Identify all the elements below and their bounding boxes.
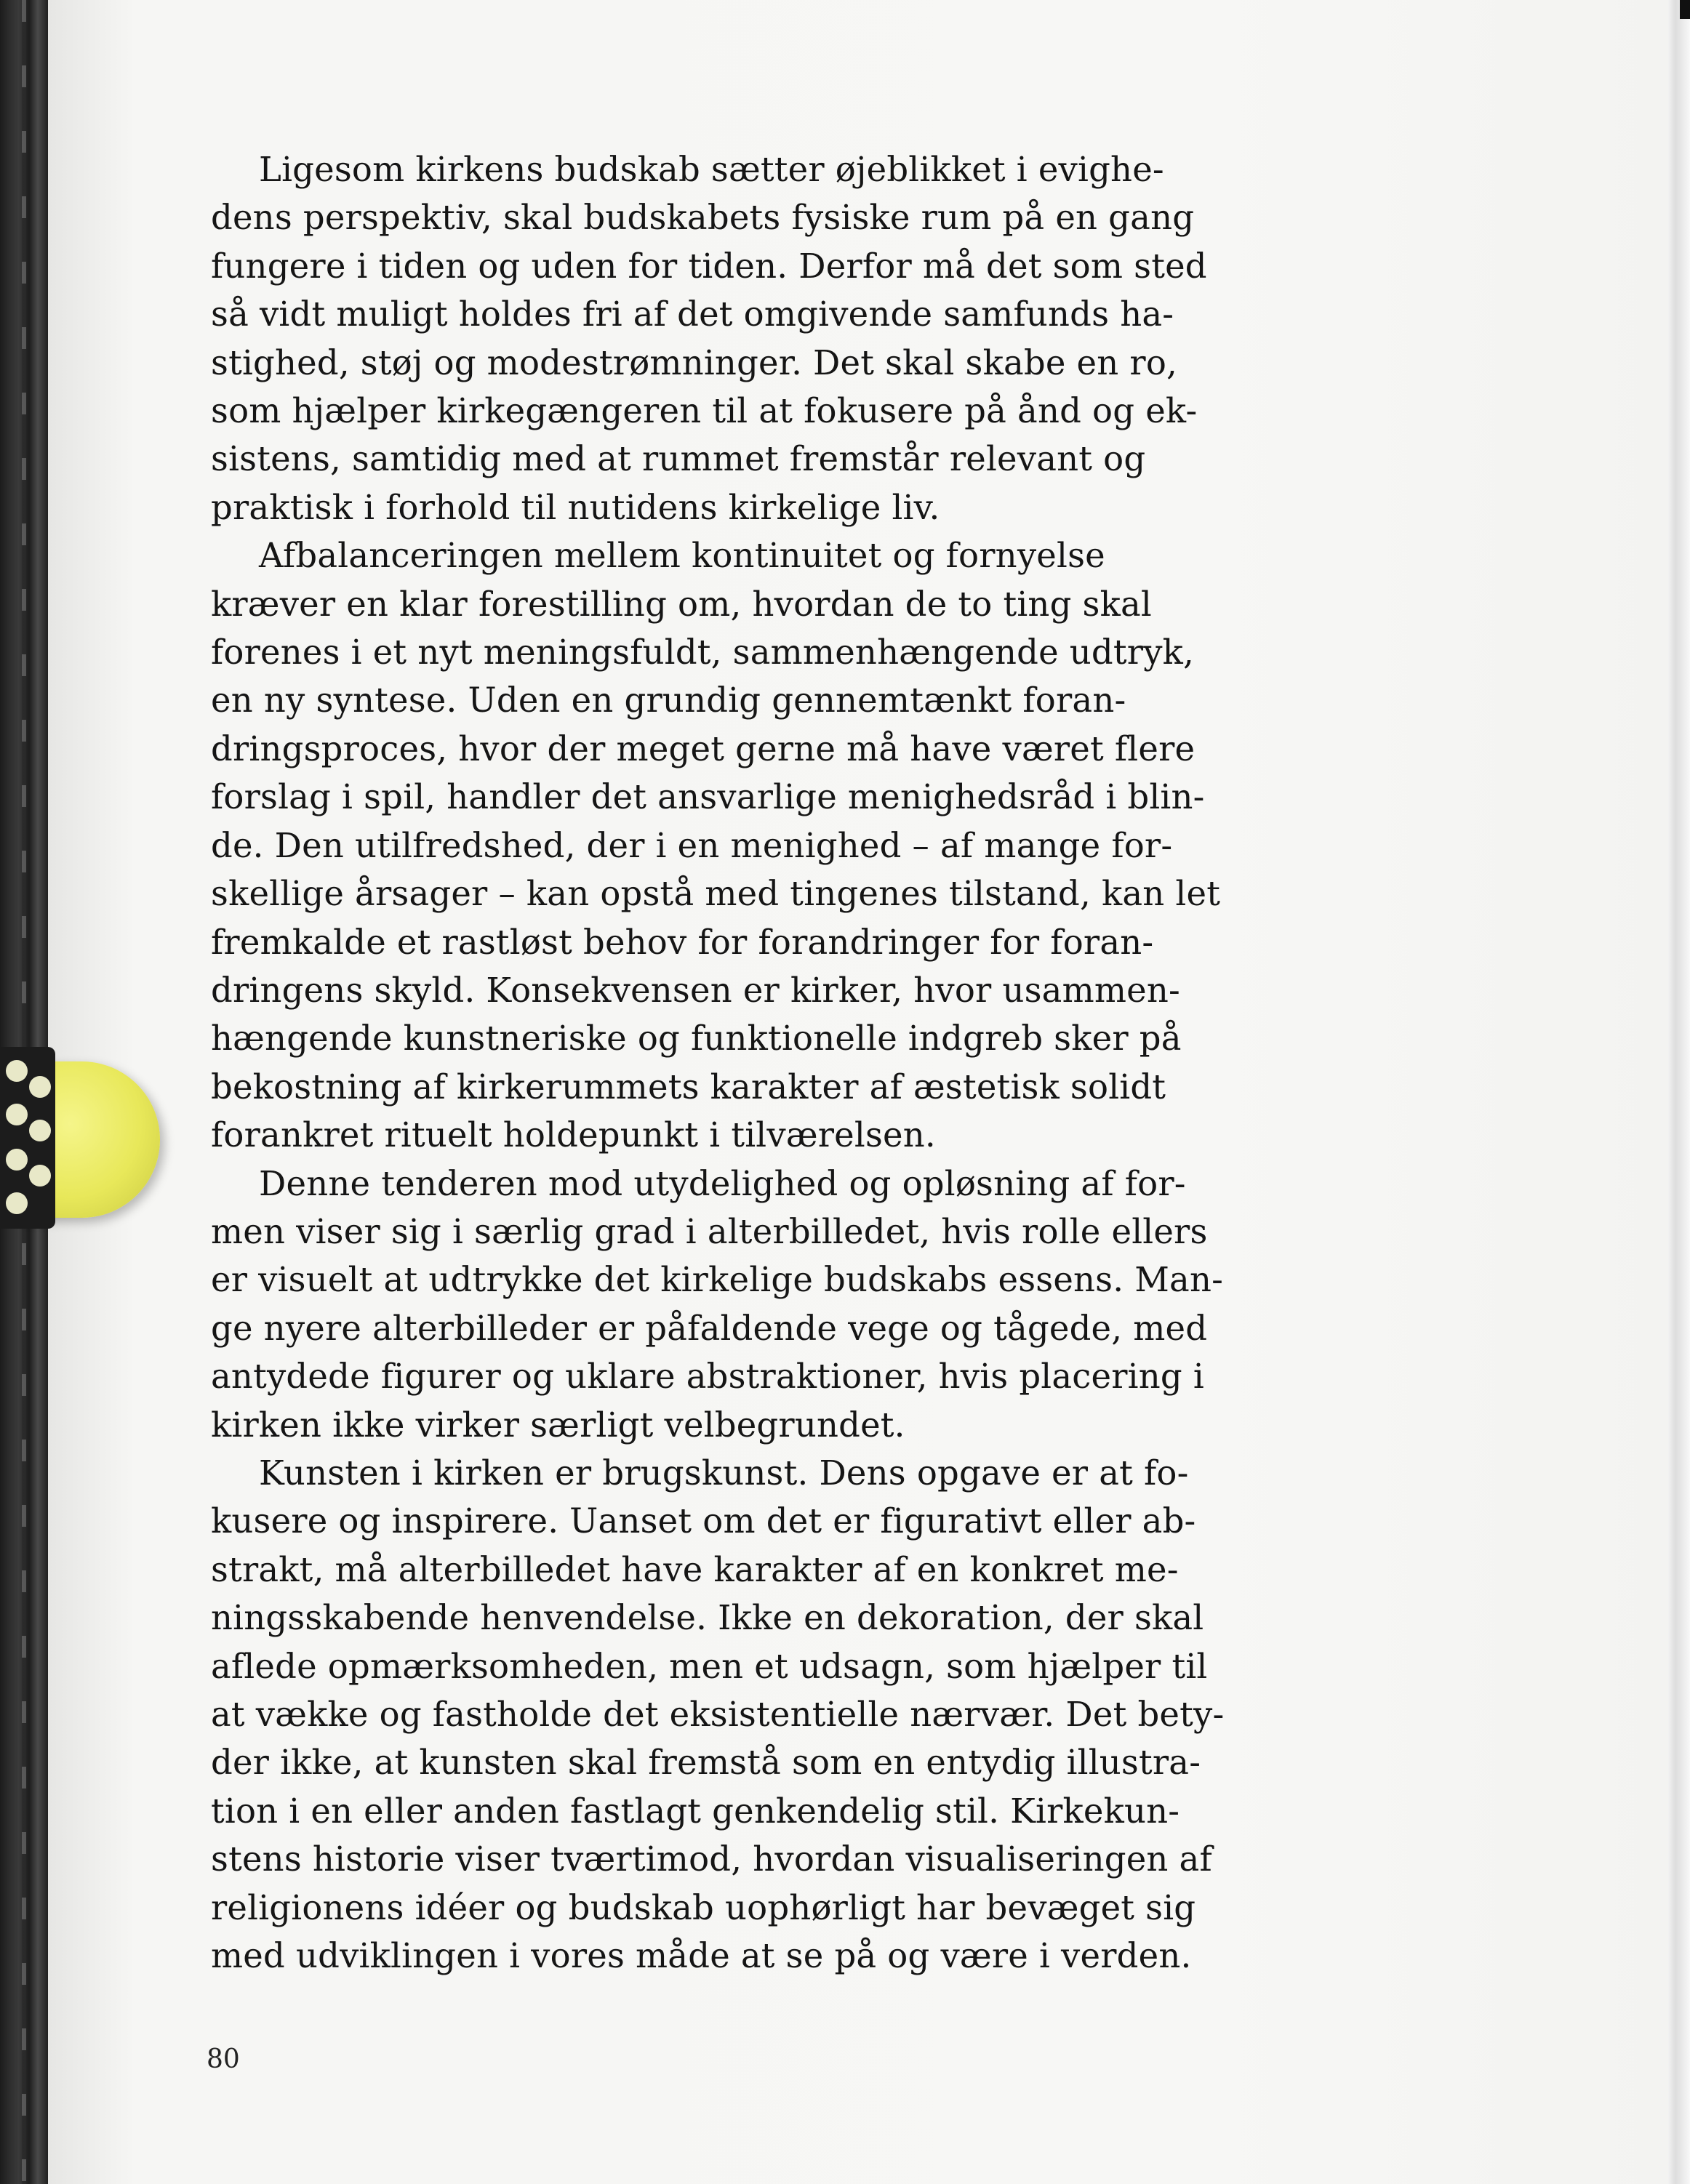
text-line: praktisk i forhold til nutidens kirkelige liv. [211, 487, 940, 527]
text-line: bekostning af kirkerummets karakter af æstetisk solidt [211, 1067, 1166, 1107]
text-line: så vidt muligt holdes fri af det omgivende samfunds ha- [211, 294, 1174, 334]
text-line: er visuelt at udtrykke det kirkelige budskabs essens. Man- [211, 1260, 1224, 1300]
clip-dot [6, 1060, 28, 1082]
body-text [211, 145, 1225, 1980]
text-line: stighed, støj og modestrømninger. Det skal skabe en ro, [211, 342, 1178, 382]
clip-dot [29, 1120, 51, 1141]
text-line: de. Den utilfredshed, der i en menighed – af mange for- [211, 825, 1173, 865]
text-line: ningsskabende henvendelse. Ikke en dekoration, der skal [211, 1598, 1204, 1638]
text-line: religionens idéer og budskab uophørligt har bevæget sig [211, 1887, 1196, 1927]
text-line: kusere og inspirere. Uanset om det er figurativt eller ab- [211, 1501, 1196, 1541]
text-line: dringsproces, hvor der meget gerne må have været flere [211, 728, 1196, 768]
text-line: sistens, samtidig med at rummet fremstår relevant og [211, 439, 1146, 479]
text-line: forslag i spil, handler det ansvarlige menighedsråd i blin- [211, 777, 1205, 817]
text-line: antydede figurer og uklare abstraktioner, hvis placering i [211, 1357, 1204, 1397]
clip-dotted-band [0, 1047, 55, 1229]
clip-dot [6, 1104, 28, 1125]
text-line: men viser sig i særlig grad i alterbilledet, hvis rolle ellers [211, 1211, 1208, 1251]
bookmark-clip [0, 1047, 160, 1229]
text-line: Afbalanceringen mellem kontinuitet og fornyelse [259, 536, 1105, 576]
text-line: dringens skyld. Konsekvensen er kirker, hvor usammen- [211, 970, 1180, 1010]
clip-dot [29, 1165, 51, 1187]
text-line: en ny syntese. Uden en grundig gennemtænkt foran- [211, 681, 1126, 720]
text-line: at vække og fastholde det eksistentielle nærvær. Det bety- [211, 1695, 1225, 1734]
text-line: kirken ikke virker særligt velbegrundet. [211, 1405, 905, 1445]
clip-dot [6, 1149, 28, 1171]
clip-dot [6, 1192, 28, 1214]
text-line: stens historie viser tværtimod, hvordan visualiseringen af [211, 1839, 1212, 1879]
text-line: dens perspektiv, skal budskabets fysiske rum på en gang [211, 198, 1195, 238]
text-line: Kunsten i kirken er brugskunst. Dens opgave er at fo- [259, 1453, 1189, 1493]
text-line: som hjælper kirkegængeren til at fokusere på ånd og ek- [211, 391, 1198, 431]
text-line: strakt, må alterbilledet have karakter af en konkret me- [211, 1549, 1179, 1589]
text-line: ge nyere alterbilleder er påfaldende vege og tågede, med [211, 1308, 1208, 1348]
text-line: forenes i et nyt meningsfuldt, sammenhængende udtryk, [211, 633, 1195, 673]
text-line: forankret rituelt holdepunkt i tilværelsen. [211, 1115, 936, 1155]
text-line: Denne tenderen mod utydelighed og opløsning af for- [259, 1163, 1186, 1203]
scan-right-edge [1668, 0, 1690, 2184]
text-line: med udviklingen i vores måde at se på og være i verden. [211, 1936, 1192, 1976]
scan-right-corner [1680, 0, 1690, 19]
text-line: tion i en eller anden fastlagt genkendelig stil. Kirkekun- [211, 1791, 1180, 1831]
text-line: der ikke, at kunsten skal fremstå som en entydig illustra- [211, 1743, 1201, 1783]
text-line: fungere i tiden og uden for tiden. Derfor må det som sted [211, 246, 1207, 286]
text-line: skellige årsager – kan opstå med tingenes tilstand, kan let [211, 874, 1221, 914]
text-line: Ligesom kirkens budskab sætter øjeblikket i evighe- [259, 150, 1164, 189]
text-line: kræver en klar forestilling om, hvordan de to ting skal [211, 584, 1152, 624]
page-number: 80 [207, 2044, 240, 2074]
text-line: fremkalde et rastløst behov for forandringer for foran- [211, 922, 1154, 962]
text-line: hængende kunstneriske og funktionelle indgreb sker på [211, 1019, 1182, 1059]
text-line: aflede opmærksomheden, men et udsagn, som hjælper til [211, 1646, 1208, 1686]
clip-dot [29, 1076, 51, 1098]
